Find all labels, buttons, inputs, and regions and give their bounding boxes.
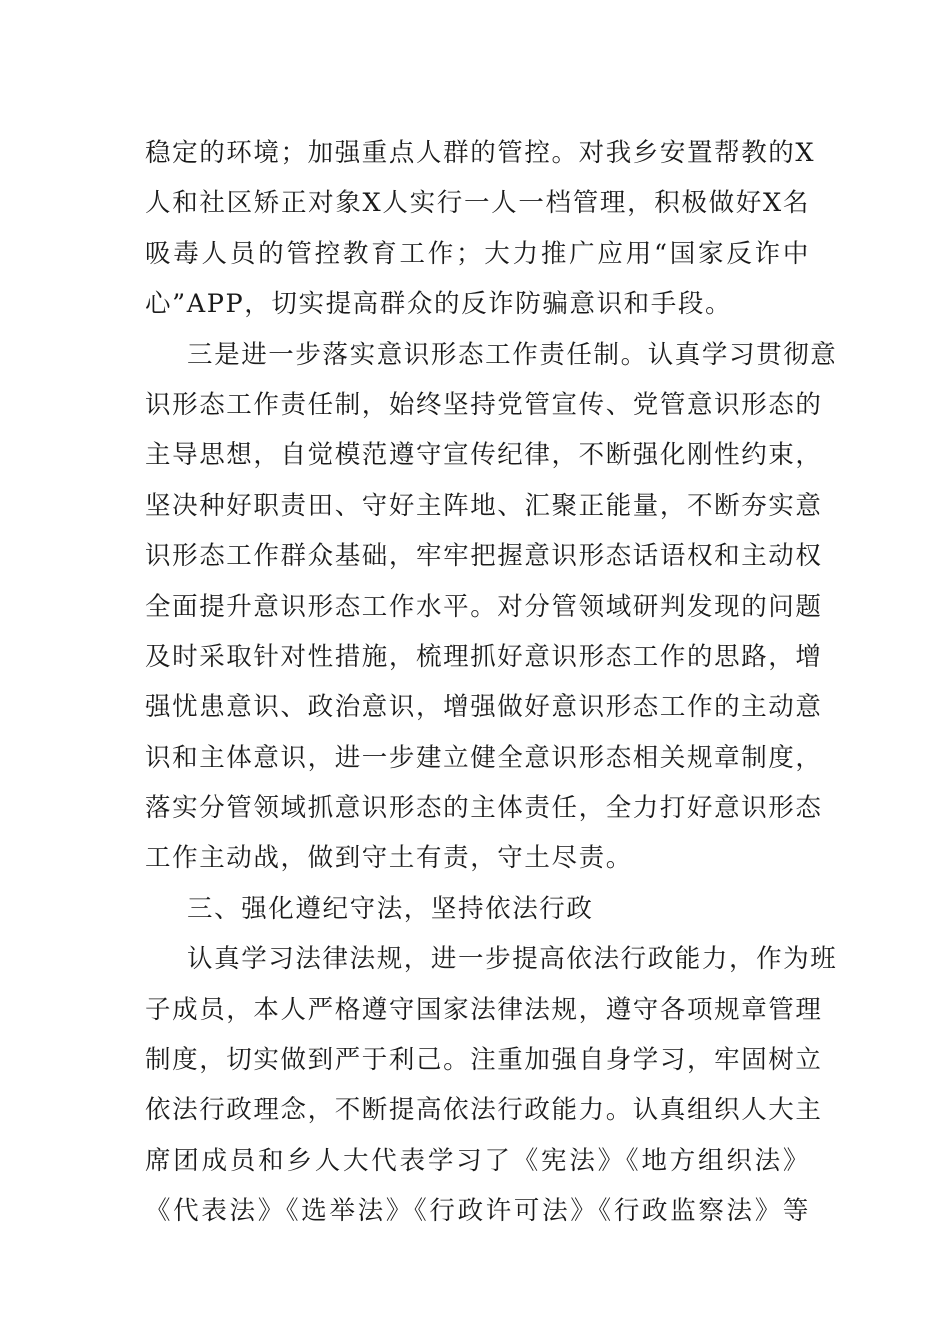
text-line: 落实分管领域抓意识形态的主体责任，全力打好意识形态	[145, 793, 823, 824]
paragraph-start-line: 三是进一步落实意识形态工作责任制。认真学习贯彻意	[187, 339, 838, 370]
text-line: 子成员，本人严格遵守国家法律法规，遵守各项规章管理	[145, 994, 823, 1025]
text-line: 及时采取针对性措施，梳理抓好意识形态工作的思路，增	[145, 641, 823, 672]
text-line: 依法行政理念，不断提高依法行政能力。认真组织人大主	[145, 1095, 823, 1126]
text-line: 全面提升意识形态工作水平。对分管领域研判发现的问题	[145, 591, 823, 622]
text-line: 工作主动战，做到守土有责，守土尽责。	[145, 843, 633, 874]
body-text	[145, 128, 838, 1237]
text-line: 《代表法》《选举法》《行政许可法》《行政监察法》等	[145, 1196, 810, 1227]
text-line: 制度，切实做到严于利己。注重加强自身学习，牢固树立	[145, 1045, 823, 1076]
text-line: 识和主体意识，进一步建立健全意识形态相关规章制度，	[145, 742, 823, 773]
text-line: 稳定的环境；加强重点人群的管控。对我乡安置帮教的X	[145, 138, 816, 168]
text-line: 人和社区矫正对象X人实行一人一档管理，积极做好X名	[145, 188, 810, 219]
text-line: 心”APP，切实提高群众的反诈防骗意识和手段。	[145, 289, 733, 320]
text-line: 吸毒人员的管控教育工作；大力推广应用“国家反诈中	[145, 238, 810, 269]
section-heading: 三、强化遵纪守法，坚持依法行政	[187, 893, 594, 924]
text-line: 识形态工作群众基础，牢牢把握意识形态话语权和主动权	[145, 541, 823, 572]
paragraph-start-line: 认真学习法律法规，进一步提高依法行政能力，作为班	[187, 944, 838, 975]
text-line: 主导思想，自觉模范遵守宣传纪律，不断强化刚性约束，	[145, 440, 823, 471]
text-line: 强忧患意识、政治意识，增强做好意识形态工作的主动意	[145, 692, 823, 723]
text-line: 坚决种好职责田、守好主阵地、汇聚正能量，不断夯实意	[145, 490, 823, 521]
text-line: 识形态工作责任制，始终坚持党管宣传、党管意识形态的	[145, 389, 823, 420]
text-line: 席团成员和乡人大代表学习了《宪法》《地方组织法》	[145, 1145, 810, 1176]
